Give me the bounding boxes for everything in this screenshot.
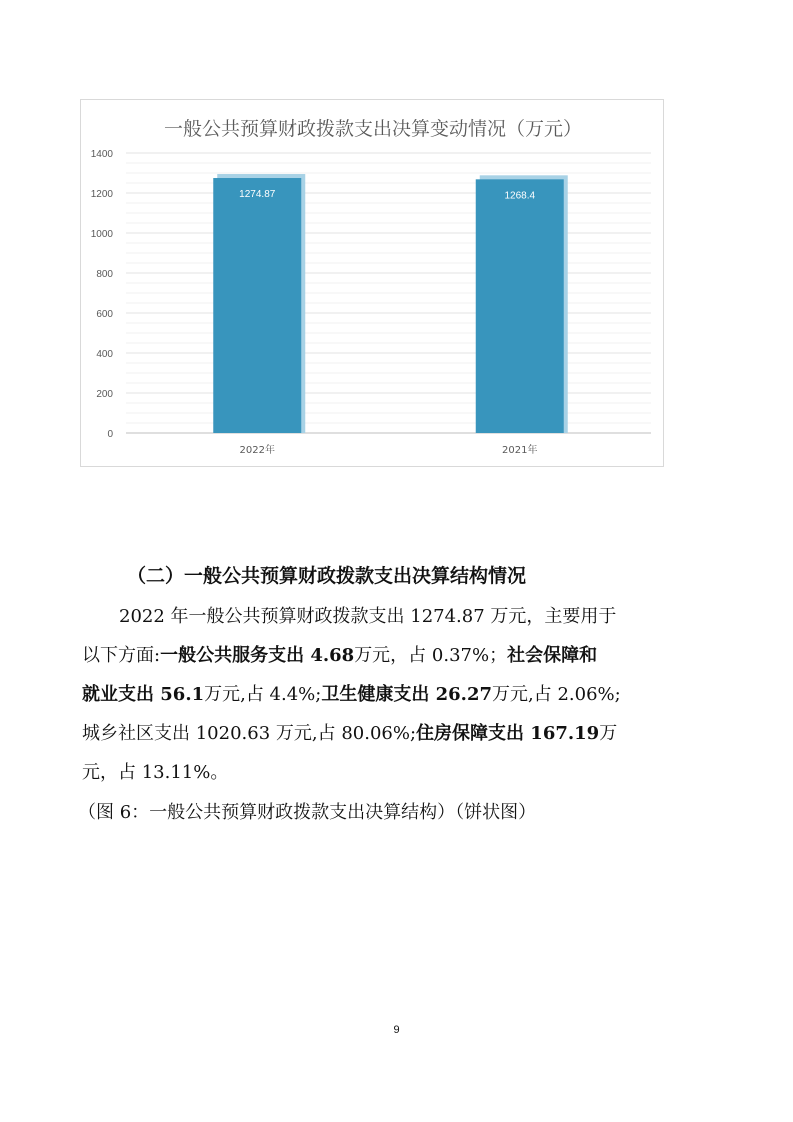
paragraph-line: [82, 675, 718, 714]
y-tick-label: 400: [96, 349, 113, 360]
y-tick-label: 600: [96, 309, 113, 320]
data-label: 1274.87: [239, 189, 276, 201]
bar: [476, 179, 564, 433]
paragraph-bold-text: 卫生健康支出 26.27: [321, 684, 492, 705]
y-tick-label: 800: [96, 269, 113, 280]
paragraph-line: [82, 597, 718, 636]
paragraph-text: 元，占 13.11%。: [82, 762, 229, 783]
paragraph-text: 万: [599, 723, 618, 744]
figure-caption: （图 6：一般公共预算财政拨款支出决算结构）（饼状图）: [78, 802, 537, 823]
paragraph-bold-text: 住房保障支出 167.19: [416, 723, 600, 744]
paragraph-text: 以下方面:: [82, 645, 161, 666]
x-tick-label: 2021年: [502, 445, 538, 456]
y-tick-label: 1400: [90, 149, 113, 160]
bar: [213, 178, 301, 433]
data-label: 1268.4: [504, 190, 536, 202]
x-tick-label: 2022年: [239, 445, 275, 456]
paragraph-bold-text: 社会保障和: [507, 645, 598, 666]
chart-title: 一般公共预算财政拨款支出决算变动情况（万元）: [163, 118, 583, 140]
paragraph-text: 万元,占 2.06%;: [492, 684, 621, 705]
section-heading: （二）一般公共预算财政拨款支出决算结构情况: [127, 565, 527, 587]
y-tick-label: 0: [107, 429, 113, 440]
y-tick-label: 1200: [90, 189, 113, 200]
paragraph-line: [82, 636, 718, 675]
paragraph-bold-text: 就业支出 56.1: [82, 684, 205, 705]
page-number: 9: [393, 1024, 400, 1036]
paragraph-text: 万元，占 0.37%；: [354, 645, 508, 666]
paragraph-text: 2022 年一般公共预算财政拨款支出 1274.87 万元，主要用于: [119, 606, 617, 627]
paragraph-bold-text: 一般公共服务支出 4.68: [160, 645, 355, 666]
paragraph-line: [82, 753, 718, 792]
bar-chart: [80, 99, 664, 467]
y-tick-label: 1000: [90, 229, 113, 240]
paragraph-text: 万元,占 4.4%;: [204, 684, 322, 705]
paragraph-line: [82, 714, 718, 753]
y-tick-label: 200: [96, 389, 113, 400]
paragraph-text: 城乡社区支出 1020.63 万元,占 80.06%;: [82, 723, 417, 744]
bar-chart-svg: [81, 100, 665, 468]
body-paragraph: [82, 597, 718, 792]
